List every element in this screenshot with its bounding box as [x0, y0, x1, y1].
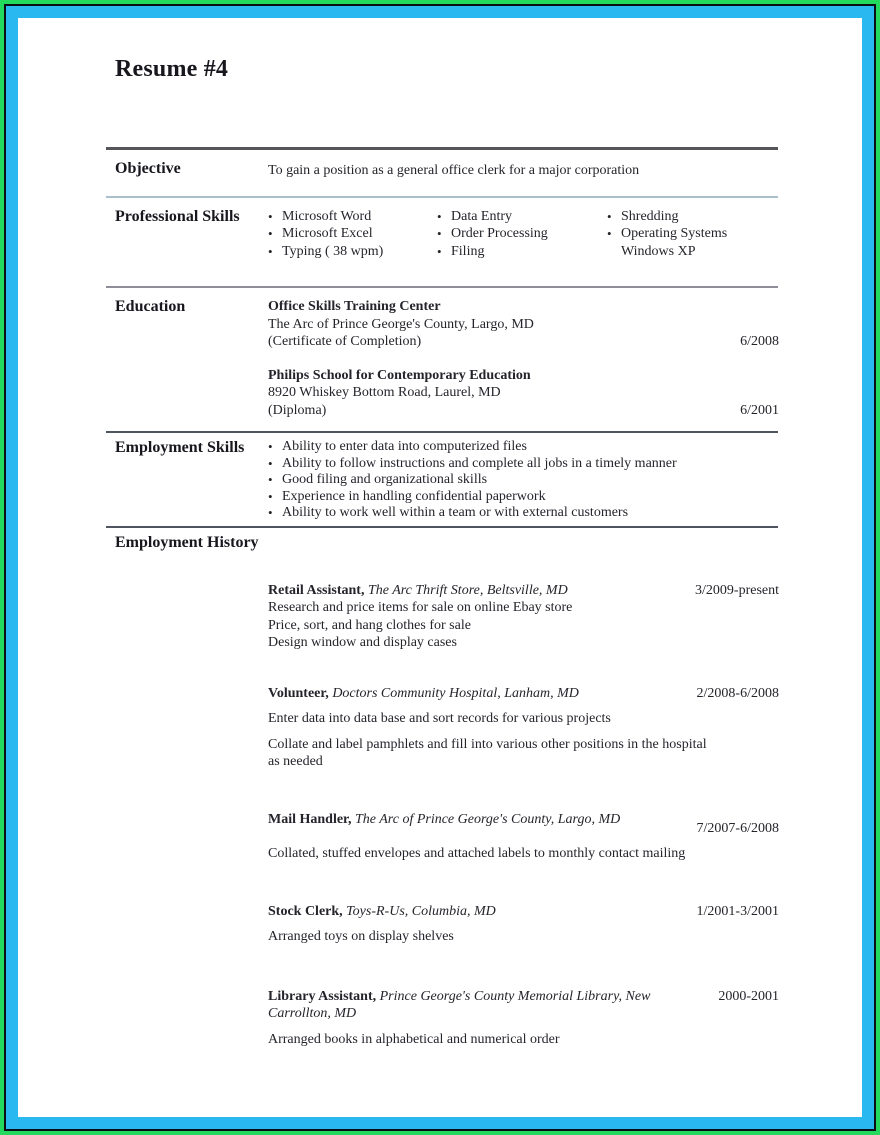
job-entry — [268, 811, 787, 863]
skill-item — [607, 208, 757, 226]
job-company: Prince George's County Memorial Library, New Carrollton, MD — [268, 988, 651, 1022]
job-duty: Design window and display cases — [268, 635, 457, 651]
job-date: 3/2009-present — [695, 582, 779, 598]
skill-text: Ability to follow instructions and complete all jobs in a timely manner — [282, 455, 677, 471]
skill-text: Order Processing — [451, 226, 548, 241]
skills-column-2 — [437, 208, 607, 261]
credential-row — [268, 333, 787, 351]
bullet-icon: • — [268, 472, 273, 488]
bullet-icon: • — [268, 243, 273, 259]
education-date: 6/2008 — [740, 334, 779, 349]
bullet-icon: • — [268, 488, 273, 504]
bullet-icon: • — [268, 226, 273, 241]
job-role: Retail Assistant, — [268, 582, 365, 598]
job-title — [268, 988, 718, 1023]
job-role: Mail Handler, — [268, 811, 352, 827]
job-date: 7/2007-6/2008 — [696, 820, 779, 836]
education-entry — [268, 367, 787, 420]
skill-item — [437, 243, 607, 261]
bullet-icon: • — [268, 505, 273, 521]
page-title: Resume #4 — [115, 56, 229, 82]
job-title — [268, 811, 697, 829]
school-name: Philips School for Contemporary Education — [268, 367, 531, 383]
job-header — [268, 988, 787, 1023]
job-header — [268, 903, 787, 921]
job-duty: Research and price items for sale on online Ebay store — [268, 600, 573, 616]
job-duty: Price, sort, and hang clothes for sale — [268, 617, 471, 633]
skill-text: Experience in handling confidential paperwork — [282, 488, 546, 504]
job-duty: Arranged books in alphabetical and numerical order — [268, 1031, 560, 1047]
school-address: The Arc of Prince George's County, Largo, MD — [268, 316, 534, 332]
job-duty: Collated, stuffed envelopes and attached labels to monthly contact mailing — [268, 846, 686, 862]
objective-label: Objective — [115, 160, 181, 177]
section-employment-history — [115, 528, 787, 1049]
job-header — [268, 685, 787, 703]
job-date: 2000-2001 — [718, 988, 779, 1004]
job-duty: Arranged toys on display shelves — [268, 929, 454, 945]
education-date: 6/2001 — [740, 402, 779, 418]
job-title — [268, 582, 695, 600]
employment-skill-item — [268, 439, 787, 456]
job-duty: Collate and label pamphlets and fill into various other positions in the hospital as needed — [268, 736, 707, 770]
credential: (Diploma) — [268, 402, 327, 418]
section-education — [115, 288, 787, 431]
education-label: Education — [115, 298, 186, 315]
job-company: The Arc of Prince George's County, Largo, MD — [355, 811, 621, 827]
resume-page — [18, 18, 862, 1117]
job-header — [268, 582, 787, 600]
section-employment-skills — [115, 433, 787, 526]
employment-skill-item — [268, 472, 787, 489]
skills-columns — [268, 208, 787, 261]
skill-text: Ability to enter data into computerized files — [282, 439, 527, 454]
black-border-line — [4, 4, 876, 1131]
section-objective — [115, 150, 787, 196]
skill-item — [268, 208, 437, 226]
job-entry — [268, 685, 787, 771]
job-header — [268, 811, 787, 838]
skill-text: Typing ( 38 wpm) — [282, 243, 384, 259]
section-professional-skills — [115, 198, 787, 287]
skill-text: Shredding — [621, 208, 679, 224]
skill-text: Data Entry — [451, 208, 513, 224]
bullet-icon: • — [437, 243, 442, 259]
school-name: Office Skills Training Center — [268, 299, 441, 314]
bullet-icon: • — [437, 208, 442, 224]
skill-item — [607, 225, 757, 260]
credential-row — [268, 402, 787, 420]
skill-item — [437, 225, 607, 243]
employment-skills-label: Employment Skills — [115, 439, 245, 456]
job-date: 1/2001-3/2001 — [696, 903, 779, 919]
job-title — [268, 903, 697, 921]
job-entry — [268, 988, 787, 1049]
skill-text: Ability to work well within a team or with external customers — [282, 505, 629, 521]
employment-skill-item — [268, 489, 787, 506]
employment-history-label: Employment History — [115, 533, 259, 551]
skill-item — [268, 225, 437, 243]
skill-text: Operating Systems Windows XP — [621, 226, 728, 259]
bullet-icon: • — [607, 226, 612, 241]
bullet-icon: • — [268, 439, 273, 454]
job-date: 2/2008-6/2008 — [696, 685, 779, 701]
employment-skill-item — [268, 505, 787, 522]
objective-text: To gain a position as a general office clerk for a major corporation — [268, 163, 640, 178]
skill-item — [437, 208, 607, 226]
skill-item — [268, 243, 437, 261]
job-company: Toys-R-Us, Columbia, MD — [346, 903, 496, 919]
employment-skill-item — [268, 456, 787, 473]
bullet-icon: • — [437, 226, 442, 241]
skill-text: Filing — [451, 243, 485, 259]
school-address: 8920 Whiskey Bottom Road, Laurel, MD — [268, 385, 501, 400]
job-entry — [268, 582, 787, 652]
skill-text: Microsoft Excel — [282, 226, 373, 241]
job-role: Stock Clerk, — [268, 903, 343, 919]
blue-border — [6, 6, 874, 1129]
job-duty: Enter data into data base and sort records for various projects — [268, 711, 611, 727]
skills-column-3 — [607, 208, 757, 261]
bullet-icon: • — [268, 455, 273, 471]
job-role: Volunteer, — [268, 685, 329, 701]
education-entry — [268, 298, 787, 351]
skill-text: Microsoft Word — [282, 208, 372, 224]
bullet-icon: • — [268, 208, 273, 224]
job-title — [268, 685, 697, 703]
credential: (Certificate of Completion) — [268, 334, 422, 349]
job-entry — [268, 903, 787, 946]
skills-column-1 — [268, 208, 437, 261]
job-company: Doctors Community Hospital, Lanham, MD — [332, 685, 579, 701]
job-role: Library Assistant, — [268, 988, 377, 1004]
job-company: The Arc Thrift Store, Beltsville, MD — [367, 582, 568, 598]
skill-text: Good filing and organizational skills — [282, 472, 488, 488]
professional-skills-label: Professional Skills — [115, 207, 240, 225]
bullet-icon: • — [607, 208, 612, 224]
